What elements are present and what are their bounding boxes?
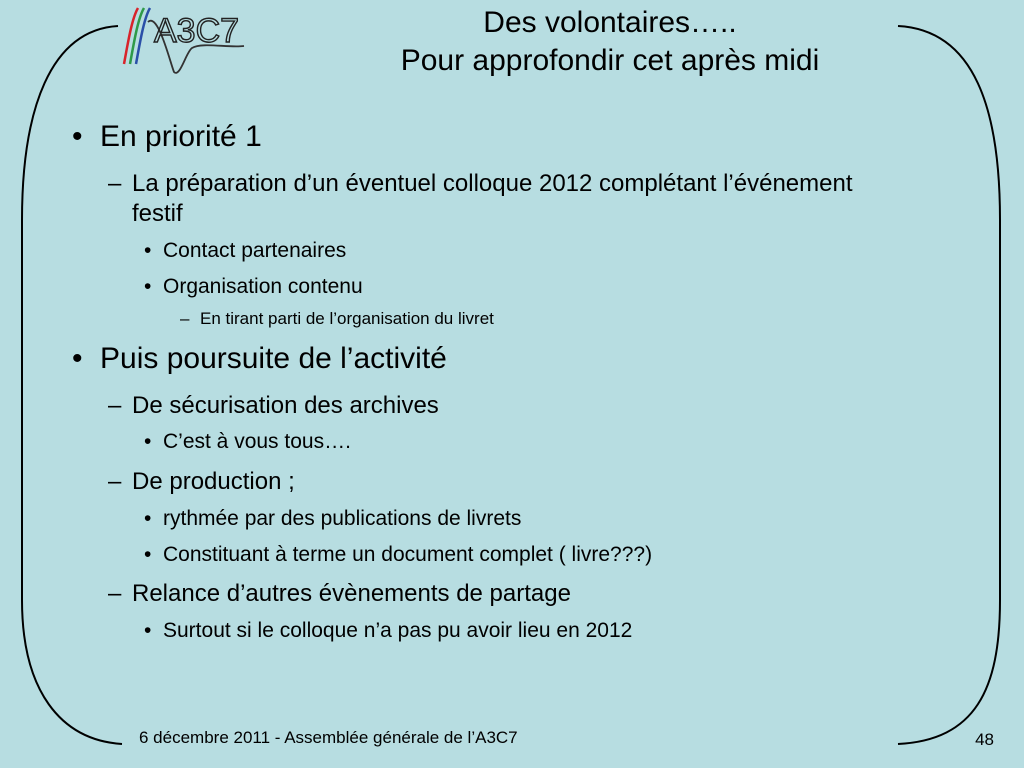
sub-item-relance: Relance d’autres évènements de partage — [132, 580, 571, 607]
dash-marker: – — [108, 580, 122, 607]
dash-marker: – — [180, 309, 190, 328]
bullet-item-priority-1: En priorité 1 — [100, 120, 262, 153]
bullet-marker: • — [72, 120, 83, 153]
bullet-marker: • — [144, 275, 152, 298]
sub-item-archives: De sécurisation des archives — [132, 392, 439, 419]
a3c7-logo — [118, 2, 246, 78]
bullet-marker: • — [144, 507, 152, 530]
sub-item-colloque-continuation: festif — [132, 200, 183, 227]
sub-item-colloque: La préparation d’un éventuel colloque 2012 complétant l’événement — [132, 170, 853, 197]
slide-title-line2: Pour approfondir cet après midi — [400, 44, 820, 77]
dash-marker: – — [108, 392, 122, 419]
slide-title-line1: Des volontaires….. — [483, 6, 737, 39]
logo-text: A3C7 — [154, 12, 240, 50]
bullet-marker: • — [144, 619, 152, 642]
sub-sub-item-contact: Contact partenaires — [163, 239, 347, 262]
bullet-marker: • — [144, 239, 152, 262]
dash-marker: – — [108, 170, 122, 197]
sub-sub-item-document: Constituant à terme un document complet ( livre???) — [163, 543, 653, 566]
bullet-marker: • — [144, 543, 152, 566]
sub-sub-item-colloque-2012: Surtout si le colloque n’a pas pu avoir lieu en 2012 — [163, 619, 633, 642]
dash-marker: – — [108, 468, 122, 495]
sub-item-production: De production ; — [132, 468, 295, 495]
sub-sub-item-livrets: rythmée par des publications de livrets — [163, 507, 522, 530]
sub-sub-item-vous-tous: C’est à vous tous…. — [163, 430, 351, 453]
page-number: 48 — [975, 730, 994, 749]
sub-sub-item-organisation: Organisation contenu — [163, 275, 363, 298]
bullet-marker: • — [72, 342, 83, 375]
footer-text: 6 décembre 2011 - Assemblée générale de l’A3C7 — [139, 728, 518, 747]
level4-item-livret: En tirant parti de l’organisation du livret — [200, 309, 494, 328]
bullet-marker: • — [144, 430, 152, 453]
bullet-item-poursuite: Puis poursuite de l’activité — [100, 342, 447, 375]
